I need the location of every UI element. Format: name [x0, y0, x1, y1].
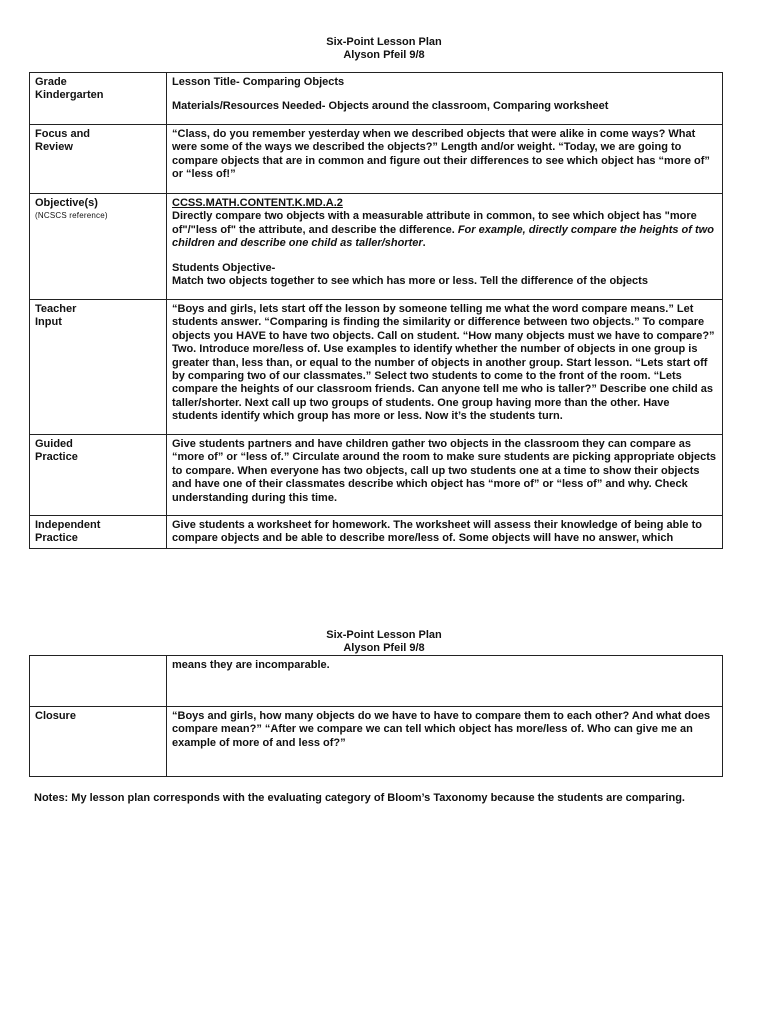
- grade-label: Grade: [35, 76, 67, 88]
- objective-label-cell: [30, 194, 167, 300]
- teacher-label-cell: [30, 300, 167, 435]
- row-guided-practice: [30, 435, 723, 516]
- guided-practice-text: Give students partners and have children gather two objects in the classroom they can compare as “more of” or “less of.” Circulate around the room to make sure students are picking appropriate objects to compare. When everyone has two objects, call up two students one at a time to show their objects and have one of their classmates describe which object has “more of” or “less of” and why. Check understanding during this time.: [167, 435, 723, 516]
- independent-label-cell: [30, 516, 167, 549]
- independent-label-line1: Independent: [35, 519, 101, 531]
- page2-header: [0, 629, 768, 655]
- page1-header: [0, 36, 768, 62]
- page2-title: Six-Point Lesson Plan: [326, 629, 442, 641]
- row-teacher-input: [30, 300, 723, 435]
- grade-value: Kindergarten: [35, 89, 104, 102]
- page2-author-line: Alyson Pfeil 9/8: [343, 642, 425, 654]
- row-independent-practice: [30, 516, 723, 549]
- objective-text-end: .: [422, 237, 426, 250]
- independent-label-line2: Practice: [35, 532, 78, 545]
- focus-label-line1: Focus and: [35, 128, 91, 140]
- page1-author-line: Alyson Pfeil 9/8: [343, 49, 425, 61]
- row-focus: [30, 125, 723, 194]
- notes: Notes: My lesson plan corresponds with the evaluating category of Bloom’s Taxonomy because the students are comparing.: [34, 792, 685, 804]
- lesson-plan-table-page2: [29, 655, 723, 777]
- standard-link[interactable]: CCSS.MATH.CONTENT.K.MD.A.2: [172, 197, 343, 209]
- teacher-label-line2: Input: [35, 316, 62, 329]
- ncscs-reference-label: (NCSCS reference): [35, 211, 108, 221]
- objective-content-cell: [167, 194, 723, 300]
- teacher-input-text: “Boys and girls, lets start off the lesson by someone telling me what the word compare means.” Let students answer. “Comparing is finding the similarity or difference between two objects.” To compare objects you HAVE to have two objects. Call on student. “How many objects must we have to compare?” Two. Introduce more/less of. Use examples to identify whether the number of objects in one group is greater than, less than, or equal to the number of objects in another group. Start lesson. “Lets start off by comparing two of our classmates.” Select two students to come to the front of the room. “Lets compare the heights of our classroom friends. Can anyone tell me who is taller?” Describe one child as taller/shorter. Next call up two groups of students. One group having more than the other. Have students identify which group has more or less. Now it’s the students turn.: [167, 300, 723, 435]
- row-objective: [30, 194, 723, 300]
- guided-label-line1: Guided: [35, 438, 73, 450]
- students-objective-text: Match two objects together to see which has more or less. Tell the difference of the objects: [172, 275, 648, 288]
- row-continued: [30, 656, 723, 707]
- row-grade: [30, 73, 723, 125]
- teacher-label-line1: Teacher: [35, 303, 77, 315]
- objective-label: Objective(s): [35, 197, 98, 209]
- guided-label-line2: Practice: [35, 451, 78, 464]
- lesson-title: Lesson Title- Comparing Objects: [172, 76, 345, 88]
- objective-text: [172, 210, 717, 250]
- independent-practice-text: Give students a worksheet for homework. The worksheet will assess their knowledge of being able to compare objects and be able to describe more/less of. Some objects will have no answer, which: [167, 516, 723, 549]
- objective-text-plain: Directly compare two objects with a measurable attribute in common, to see which object has "more of"/"less of" the attribute, and describe the difference.: [172, 210, 697, 236]
- page1-title: Six-Point Lesson Plan: [326, 36, 442, 48]
- row-closure: [30, 707, 723, 777]
- guided-label-cell: [30, 435, 167, 516]
- grade-label-cell: [30, 73, 167, 125]
- students-objective-heading: Students Objective-: [172, 261, 276, 274]
- focus-text: “Class, do you remember yesterday when we described objects that were alike in come ways? What were some of the ways we described the objects?” Length and/or weight. “Today, we are going to compare objects that are in common and figure out their differences to see which object has “more of” or “less of!”: [167, 125, 723, 194]
- objective-text-italic: For example, directly compare the heights of two children and describe one child as taller/shorter: [172, 223, 714, 250]
- closure-label: Closure: [30, 707, 167, 777]
- lesson-plan-table-page1: [29, 72, 723, 549]
- focus-label-line2: Review: [35, 141, 73, 154]
- grade-content-cell: [167, 73, 723, 125]
- focus-label-cell: [30, 125, 167, 194]
- materials: Materials/Resources Needed- Objects around the classroom, Comparing worksheet: [172, 100, 609, 113]
- continued-text: means they are incomparable.: [167, 656, 723, 707]
- closure-text: “Boys and girls, how many objects do we have to have to compare them to each other? And what does compare mean?” “After we compare we can tell which object has more/less of. Who can give me an example of more of and less of?”: [167, 707, 723, 777]
- continued-label-cell: [30, 656, 167, 707]
